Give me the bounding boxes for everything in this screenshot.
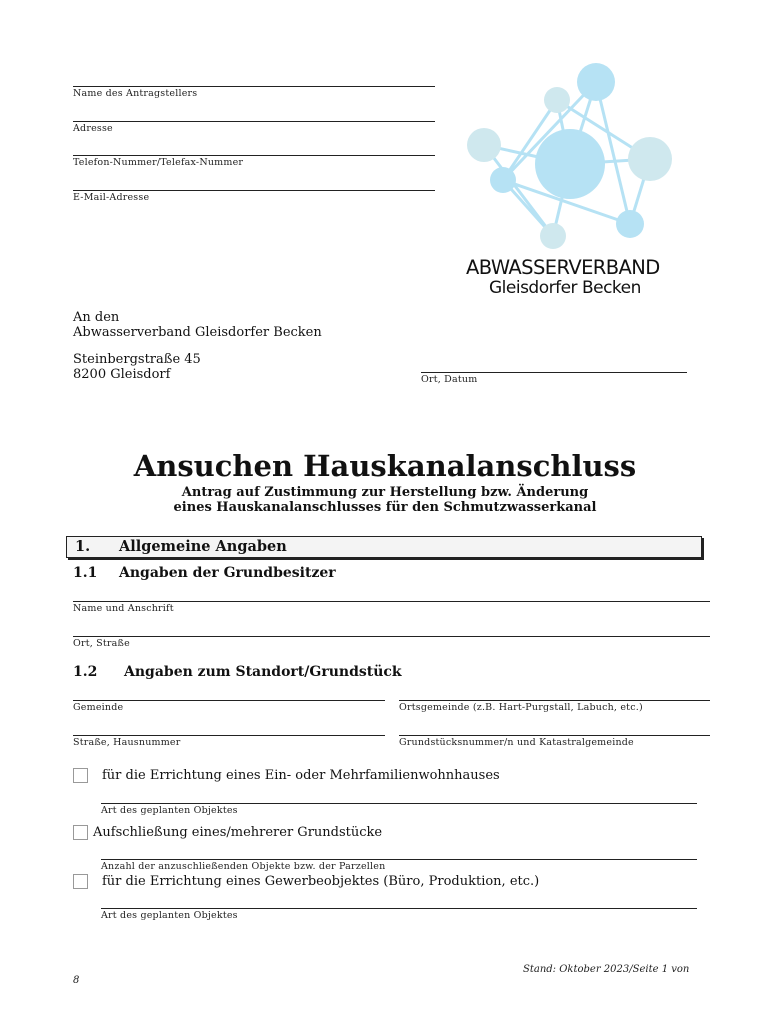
place-date-line[interactable]: [421, 372, 687, 373]
section-1-header: [66, 536, 702, 558]
applicant-name-line[interactable]: [73, 86, 435, 87]
option-commercial-caption: Art des geplanten Objektes: [101, 910, 238, 921]
place-date-caption: Ort, Datum: [421, 374, 478, 385]
subsection-1-2-title: Angaben zum Standort/Grundstück: [124, 664, 402, 680]
phone-line[interactable]: [73, 155, 435, 156]
strasse-line[interactable]: [73, 735, 385, 736]
address-line[interactable]: [73, 121, 435, 122]
strasse-caption: Straße, Hausnummer: [73, 737, 181, 748]
recipient-line-1: An den: [73, 310, 120, 325]
option-commercial-row: [73, 874, 539, 889]
applicant-name-caption: Name des Antragstellers: [73, 88, 198, 99]
option-plots-caption: Anzahl der anzuschließenden Objekte bzw. der Parzellen: [101, 861, 386, 872]
option-residential-line[interactable]: [101, 803, 697, 804]
logo-subtitle: Gleisdorfer Becken: [489, 278, 641, 298]
section-1-number: 1.: [75, 538, 91, 555]
owner-place-line[interactable]: [73, 636, 710, 637]
page-title: Ansuchen Hauskanalanschluss: [133, 449, 637, 483]
logo-network-icon: [460, 58, 680, 258]
gemeinde-caption: Gemeinde: [73, 702, 124, 713]
recipient-line-2: Abwasserverband Gleisdorfer Becken: [73, 325, 322, 340]
option-residential-label: für die Errichtung eines Ein- oder Mehrfamilienwohnhauses: [102, 768, 500, 783]
option-residential-caption: Art des geplanten Objektes: [101, 805, 238, 816]
subsection-1-1-title: Angaben der Grundbesitzer: [119, 565, 336, 581]
option-plots-label: Aufschließung eines/mehrerer Grundstücke: [93, 825, 383, 840]
option-residential-row: [73, 768, 500, 783]
option-commercial-checkbox[interactable]: [73, 874, 88, 889]
owner-name-caption: Name und Anschrift: [73, 603, 174, 614]
email-caption: E-Mail-Adresse: [73, 192, 150, 203]
option-plots-row: [73, 825, 382, 840]
option-plots-checkbox[interactable]: [73, 825, 88, 840]
ortsgemeinde-line[interactable]: [399, 700, 710, 701]
subtitle-line-2: eines Hauskanalanschlusses für den Schmutzwasserkanal: [173, 500, 597, 515]
grundstueck-line[interactable]: [399, 735, 710, 736]
grundstueck-caption: Grundstücksnummer/n und Katastralgemeinde: [399, 737, 634, 748]
footer-page-total: 8: [73, 975, 80, 986]
option-commercial-label: für die Errichtung eines Gewerbeobjektes (Büro, Produktion, etc.): [102, 874, 540, 889]
subtitle-line-1: Antrag auf Zustimmung zur Herstellung bzw. Änderung: [181, 485, 589, 500]
subsection-1-2-number: 1.2: [73, 664, 98, 680]
address-caption: Adresse: [73, 123, 113, 134]
option-residential-checkbox[interactable]: [73, 768, 88, 783]
footer-stand: Stand: Oktober 2023/Seite 1 von: [523, 964, 690, 975]
owner-place-caption: Ort, Straße: [73, 638, 130, 649]
logo-title: ABWASSERVERBAND: [466, 256, 660, 279]
recipient-line-4: 8200 Gleisdorf: [73, 367, 171, 382]
phone-caption: Telefon-Nummer/Telefax-Nummer: [73, 157, 244, 168]
recipient-line-3: Steinbergstraße 45: [73, 352, 201, 367]
option-plots-line[interactable]: [101, 859, 697, 860]
ortsgemeinde-caption: Ortsgemeinde (z.B. Hart-Purgstall, Labuch, etc.): [399, 702, 643, 713]
owner-name-line[interactable]: [73, 601, 710, 602]
email-line[interactable]: [73, 190, 435, 191]
subsection-1-1-number: 1.1: [73, 565, 98, 581]
option-commercial-line[interactable]: [101, 908, 697, 909]
gemeinde-line[interactable]: [73, 700, 385, 701]
section-1-title: Allgemeine Angaben: [119, 538, 287, 555]
